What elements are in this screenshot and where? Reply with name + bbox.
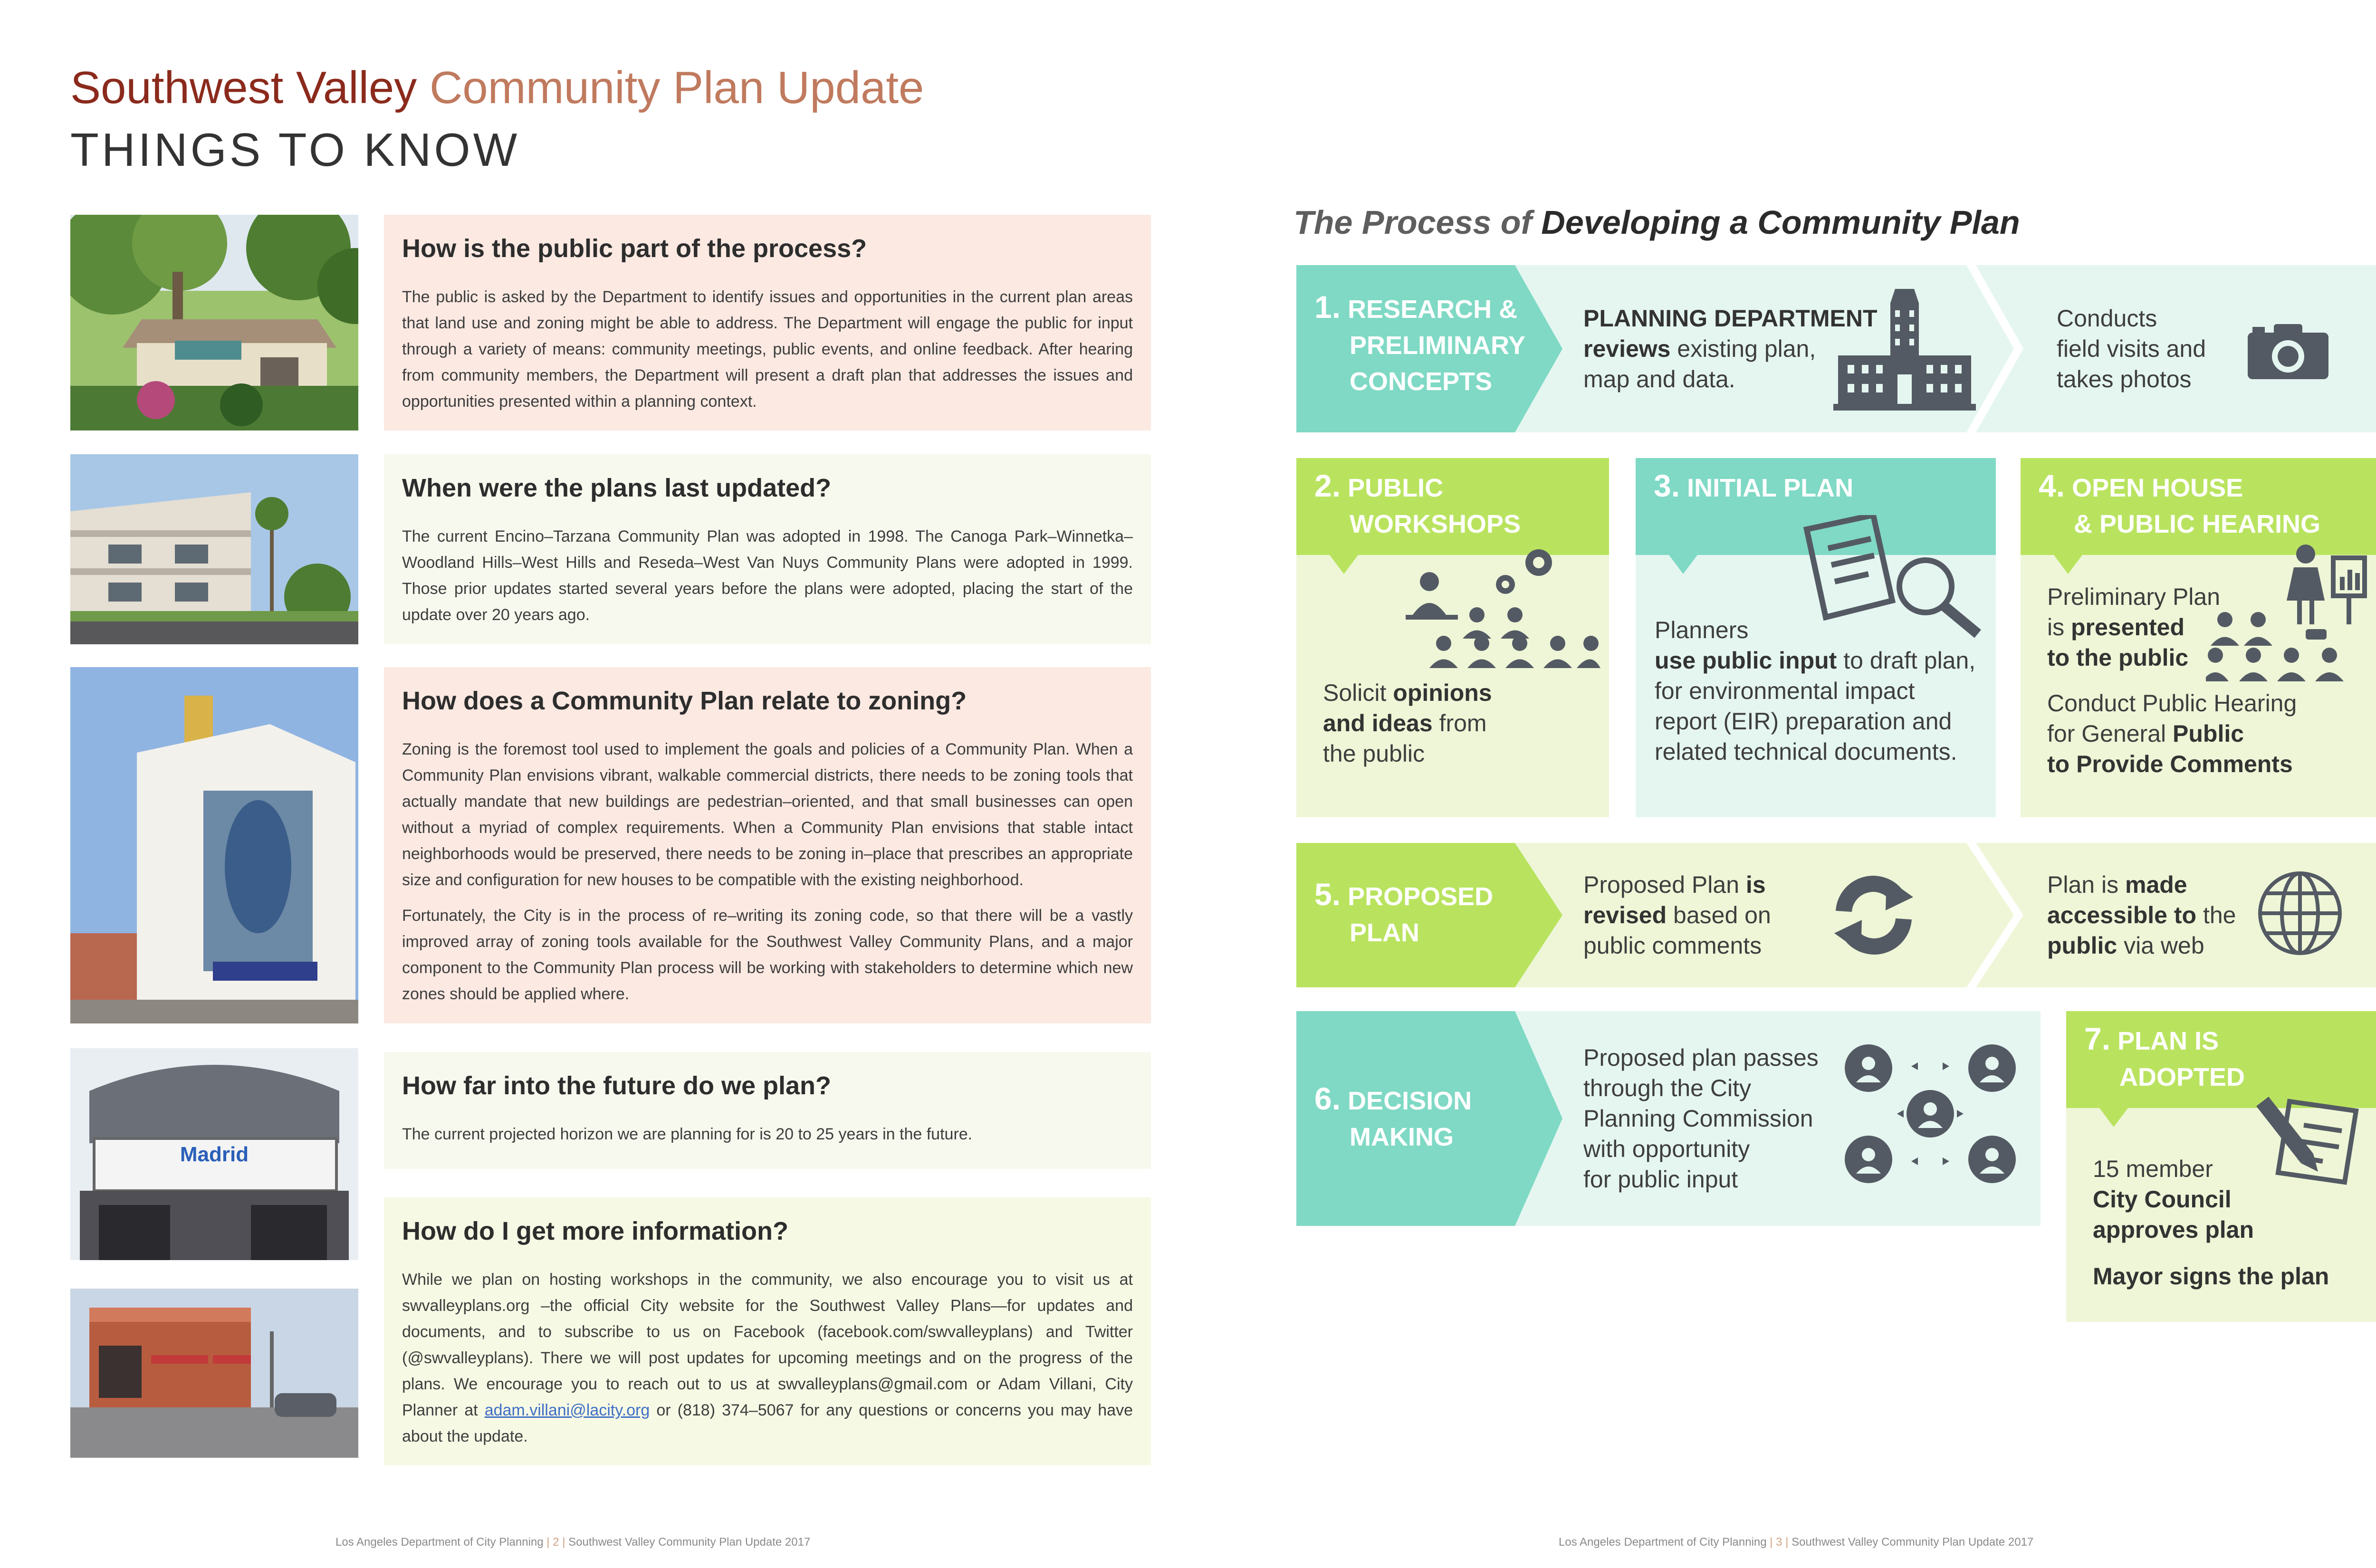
body-bold: opinions bbox=[1393, 679, 1492, 706]
step-label bbox=[2039, 468, 2320, 542]
faq-answer: The current projected horizon we are planning for is 20 to 25 years in the future. bbox=[402, 1125, 973, 1143]
side-line-2: field visits and bbox=[2057, 335, 2206, 362]
step-number: 7. bbox=[2084, 1021, 2111, 1056]
process-title-part-1: The Process of bbox=[1293, 204, 1532, 241]
body-bold: City Council bbox=[2093, 1186, 2232, 1213]
step-title-line-2: & PUBLIC HEARING bbox=[2074, 510, 2321, 538]
body-text: from bbox=[1439, 710, 1487, 736]
faq-future bbox=[384, 1052, 1151, 1169]
step-number: 1. bbox=[1314, 289, 1341, 325]
step-side-text bbox=[2047, 870, 2236, 961]
faq-answer: Fortunately, the City is in the process of re–writing its zoning code, so that there will be a vastly improved array of zoning tools available for the Southwest Valley Community Plans, and a major component to the Community Plan process will be working with stakeholders to determine which new zones should be applied where. bbox=[402, 907, 1133, 1003]
step-title-line-2: ADOPTED bbox=[2119, 1063, 2245, 1091]
body-bold: made bbox=[2125, 871, 2187, 898]
photo-street-corner bbox=[70, 1289, 358, 1458]
faq-answer: Zoning is the foremost tool used to implement the goals and policies of a Community Plan. When a Community Plan envisions vibrant, walkable commercial districts, there needs to be zoning tools that actually mandate that new buildings are pedestrian–oriented, and that small businesses can open without a myriad of complex requirements. When a Community Plan envisions that stable intact neighborhoods would be preserved, there needs to be zoning in–place that prescribes an appropriate size and configuration for new houses to be compatible with the existing neighborhood. bbox=[402, 740, 1133, 889]
side-line-1: Conducts bbox=[2057, 305, 2157, 332]
commission-network-icon bbox=[1845, 1042, 2025, 1185]
photo-church bbox=[70, 667, 358, 1023]
body-text: via web bbox=[2124, 932, 2204, 959]
body-text: 15 member bbox=[2093, 1156, 2213, 1182]
step-body bbox=[1655, 615, 1975, 767]
step-body-text-3: map and data. bbox=[1583, 366, 1735, 392]
body-bold: public bbox=[2047, 932, 2117, 959]
body-bold: approves plan bbox=[2093, 1216, 2254, 1243]
step-5-proposed-plan bbox=[1296, 843, 2376, 987]
faq-public-process bbox=[384, 215, 1151, 430]
footer-org: Los Angeles Department of City Planning bbox=[335, 1536, 544, 1549]
step-body bbox=[2093, 1154, 2329, 1291]
step-body bbox=[2047, 582, 2297, 779]
step-title-line-1: RESEARCH & bbox=[1348, 295, 1518, 324]
step-number: 2. bbox=[1314, 468, 1341, 503]
photo-house bbox=[70, 215, 358, 430]
step-title-line-1: PLAN IS bbox=[2117, 1027, 2219, 1055]
step-title-line-2: PLAN bbox=[1350, 918, 1419, 947]
body-bold: Mayor signs the plan bbox=[2093, 1263, 2329, 1290]
faq-question: How does a Community Plan relate to zoning? bbox=[402, 687, 967, 715]
step-title-line-1: OPEN HOUSE bbox=[2072, 474, 2243, 502]
page-number: 2 bbox=[553, 1536, 559, 1549]
body-text: public comments bbox=[1583, 932, 1762, 959]
document-title bbox=[70, 63, 924, 113]
body-bold: is bbox=[1745, 871, 1766, 898]
footer-doc: Southwest Valley Community Plan Update 2017 bbox=[568, 1536, 811, 1549]
step-7-plan-adopted bbox=[2066, 1011, 2376, 1322]
side-line-3: takes photos bbox=[2057, 366, 2192, 392]
body-text: for public input bbox=[1583, 1166, 1738, 1193]
step-body-bold-2: reviews bbox=[1583, 335, 1671, 362]
body-bold: revised bbox=[1583, 902, 1667, 928]
step-title-line-1: INITIAL PLAN bbox=[1687, 474, 1854, 502]
body-bold: and ideas bbox=[1323, 710, 1433, 736]
page-number: 3 bbox=[1776, 1536, 1782, 1549]
step-6-decision-making bbox=[1296, 1011, 2041, 1226]
step-number: 5. bbox=[1314, 877, 1341, 912]
faq-question: How do I get more information? bbox=[402, 1217, 788, 1245]
faq-question: When were the plans last updated? bbox=[402, 474, 832, 502]
body-text: Preliminary Plan bbox=[2047, 583, 2221, 610]
step-3-initial-plan bbox=[1636, 458, 1996, 817]
page-subtitle: THINGS TO KNOW bbox=[70, 124, 520, 176]
step-label bbox=[2084, 1021, 2245, 1095]
body-text: Planners bbox=[1655, 617, 1749, 643]
faq-zoning bbox=[384, 667, 1151, 1023]
faq-question: How is the public part of the process? bbox=[402, 234, 867, 263]
step-label bbox=[1654, 468, 1853, 506]
step-body bbox=[1583, 870, 1771, 961]
step-side-text bbox=[2057, 303, 2206, 394]
body-text: Solicit bbox=[1323, 679, 1387, 706]
step-4-open-house bbox=[2021, 458, 2376, 817]
body-text: Planning Commission bbox=[1583, 1105, 1813, 1132]
faq-last-updated bbox=[384, 454, 1151, 644]
faq-answer: The current Encino–Tarzana Community Plan was adopted in 1998. The Canoga Park–Winnetka–Woodland Hills–West Hills and Reseda–West Van Nuys Community Plans were adopted in 1999. Those prior updates started several years before the plans were adopted, placing the start of the update over 20 years ago. bbox=[402, 527, 1133, 624]
step-body-text: existing plan, bbox=[1677, 335, 1816, 362]
body-text: for General bbox=[2047, 720, 2166, 747]
faq-more-info bbox=[384, 1197, 1151, 1465]
footer-right: Los Angeles Department of City Planning | 3 | Southwest Valley Community Plan Update 2017 bbox=[1559, 1536, 2034, 1549]
body-bold: presented bbox=[2071, 614, 2184, 641]
body-text: is bbox=[2047, 614, 2065, 641]
body-text: related technical documents. bbox=[1655, 738, 1957, 765]
step-label bbox=[1314, 289, 1525, 400]
body-bold: accessible to bbox=[2047, 902, 2197, 928]
body-text: through the City bbox=[1583, 1075, 1751, 1101]
body-text: the public bbox=[1323, 740, 1425, 767]
step-title-line-2: WORKSHOPS bbox=[1350, 510, 1521, 538]
refresh-icon bbox=[1830, 873, 1918, 957]
body-text: the bbox=[2203, 902, 2236, 928]
title-part-2: Community Plan Update bbox=[429, 62, 924, 113]
city-hall-icon bbox=[1833, 289, 1976, 411]
footer-org: Los Angeles Department of City Planning bbox=[1559, 1536, 1767, 1549]
step-label bbox=[1314, 1080, 1472, 1155]
info-text: While we plan on hosting workshops in the community, we also encourage you to visit us at swvalleyplans.org –the official City website for the Southwest Valley Plans—for updates and documents, and to subscribe to us on Facebook (facebook.com/swvalleyplans) and Twitter (@swvalleyplans). There we will post updates for upcoming meetings and on the progress of the plans. We encourage you to reach out to us at swvalleyplans@gmail.com or Adam Villani, City Planner at bbox=[402, 1271, 1133, 1419]
globe-icon bbox=[2257, 870, 2343, 956]
step-title-line-2: MAKING bbox=[1350, 1123, 1454, 1151]
email-link[interactable]: adam.villani@lacity.org bbox=[484, 1401, 650, 1419]
body-text: with opportunity bbox=[1583, 1136, 1750, 1162]
step-body-bold: PLANNING DEPARTMENT bbox=[1583, 305, 1878, 332]
photo-apartments bbox=[70, 454, 358, 644]
step-body bbox=[1323, 678, 1492, 769]
process-title bbox=[1293, 203, 2020, 241]
faq-answer: The public is asked by the Department to identify issues and opportunities in the current plan areas that land use and zoning might be able to address. The Department will engage the public for input through a variety of means: community meetings, public events, and online feedback. After hearing from community members, the Department will present a draft plan that addresses the issues and opportunities presented within a planning context. bbox=[402, 288, 1133, 411]
step-title-line-3: CONCEPTS bbox=[1350, 367, 1493, 396]
step-title-line-1: PROPOSED bbox=[1348, 882, 1494, 911]
step-title-line-2: PRELIMINARY bbox=[1350, 331, 1526, 360]
step-1-research bbox=[1296, 265, 2376, 432]
camera-icon bbox=[2248, 322, 2328, 379]
step-2-workshops bbox=[1296, 458, 1609, 817]
photo-theater bbox=[70, 1048, 358, 1260]
title-part-1: Southwest Valley bbox=[70, 62, 417, 113]
step-title-line-1: DECISION bbox=[1348, 1087, 1472, 1115]
body-text: Proposed plan passes bbox=[1583, 1044, 1819, 1071]
body-text: based on bbox=[1673, 902, 1771, 928]
body-text: Proposed Plan bbox=[1583, 871, 1740, 898]
faq-answer bbox=[402, 1267, 1133, 1450]
process-title-part-2: Developing a Community Plan bbox=[1541, 204, 2020, 241]
step-title-line-1: PUBLIC bbox=[1348, 474, 1444, 502]
step-number: 6. bbox=[1314, 1081, 1341, 1116]
faq-question: How far into the future do we plan? bbox=[402, 1071, 831, 1100]
footer-left: Los Angeles Department of City Planning | 2 | Southwest Valley Community Plan Update 2017 bbox=[335, 1536, 811, 1549]
body-text: to draft plan, bbox=[1843, 647, 1976, 674]
step-number: 3. bbox=[1654, 468, 1680, 503]
workshop-people-icon bbox=[1406, 544, 1600, 672]
body-bold: to the public bbox=[2047, 644, 2189, 671]
body-text: Plan is bbox=[2047, 871, 2119, 898]
theater-sign-text: Madrid bbox=[180, 1143, 249, 1166]
body-text: report (EIR) preparation and bbox=[1655, 708, 1952, 735]
info-tail: or (818) 374–5067 for any questions or concerns you may have about the update. bbox=[402, 1401, 1133, 1445]
footer-doc: Southwest Valley Community Plan Update 2017 bbox=[1792, 1536, 2034, 1549]
body-bold: Public bbox=[2173, 720, 2244, 747]
body-text: Conduct Public Hearing bbox=[2047, 690, 2297, 717]
step-label bbox=[1314, 876, 1493, 951]
step-label bbox=[1314, 468, 1521, 542]
body-bold: use public input bbox=[1655, 647, 1837, 674]
body-text: for environmental impact bbox=[1655, 678, 1915, 704]
body-bold: to Provide Comments bbox=[2047, 751, 2293, 777]
step-body bbox=[1583, 1042, 1819, 1195]
step-number: 4. bbox=[2039, 468, 2065, 503]
